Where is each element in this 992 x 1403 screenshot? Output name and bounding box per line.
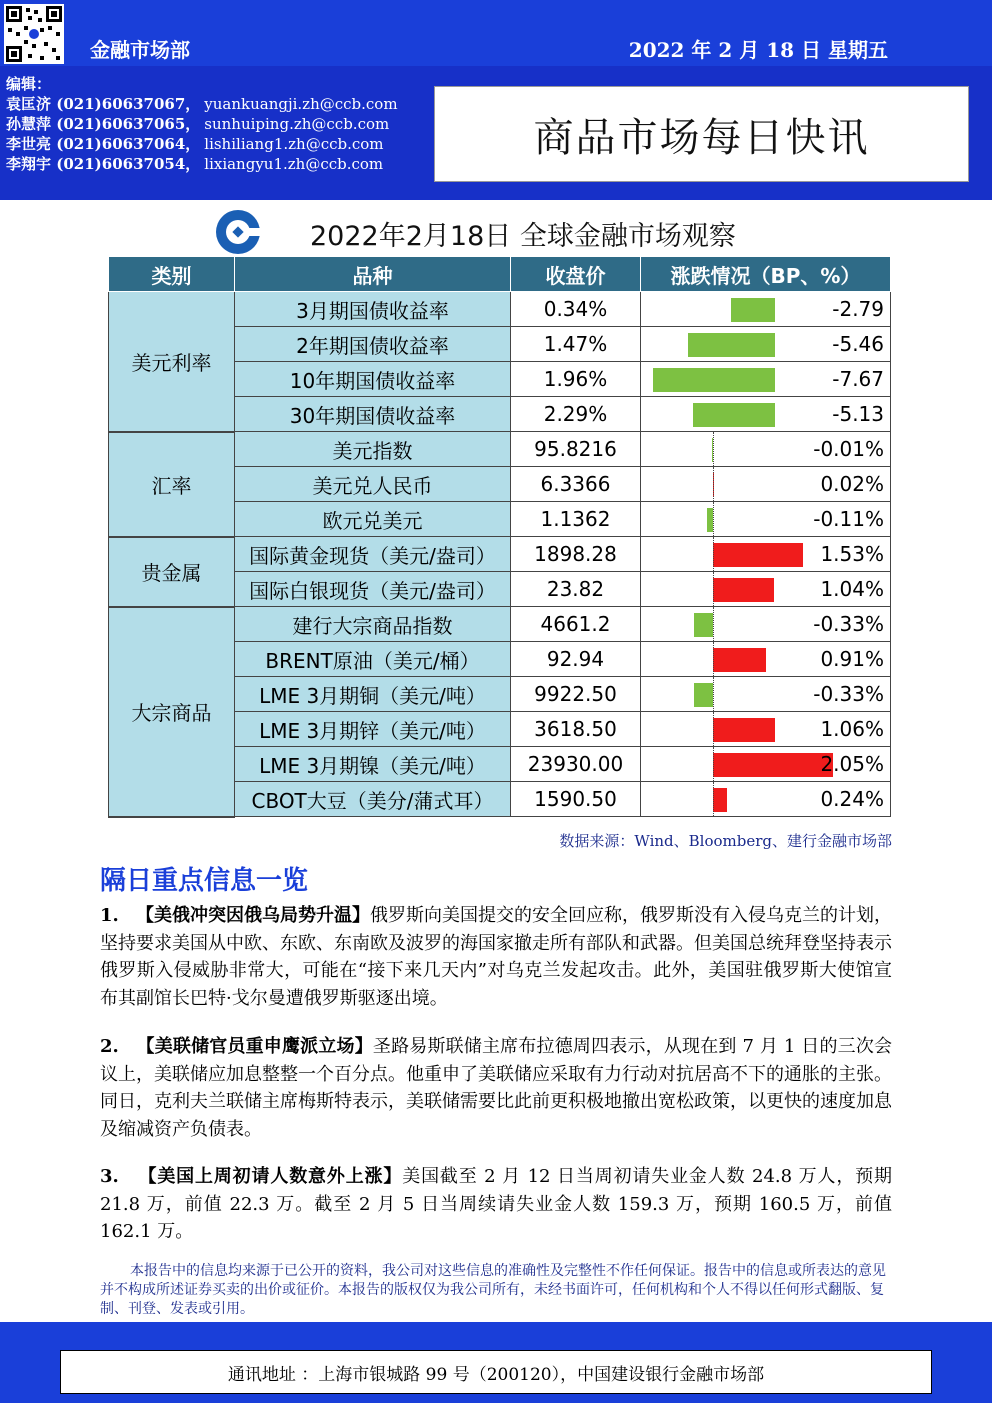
footer-address-box xyxy=(60,1350,932,1394)
item-cell: 30年期国债收益率 xyxy=(235,397,511,432)
change-value: 0.91% xyxy=(820,647,884,671)
positive-change-bar xyxy=(713,543,803,567)
report-title-box xyxy=(434,86,969,182)
table-row xyxy=(109,537,891,572)
item-cell: 10年期国债收益率 xyxy=(235,362,511,397)
change-cell xyxy=(641,502,891,537)
price-cell: 23.82 xyxy=(511,572,641,607)
price-cell: 6.3366 xyxy=(511,467,641,502)
editor-email[interactable]: sunhuiping.zh@ccb.com xyxy=(204,115,390,133)
item-cell: LME 3月期镍（美元/吨） xyxy=(235,747,511,782)
header-change: 涨跌情况（BP、%） xyxy=(641,257,891,292)
editor-row xyxy=(6,154,398,174)
news-item xyxy=(100,1163,892,1246)
item-cell: 国际白银现货（美元/盎司） xyxy=(235,572,511,607)
editors-list xyxy=(6,74,398,174)
zero-axis-line xyxy=(713,537,714,571)
editor-name: 孙慧萍 xyxy=(6,115,52,133)
category-cell: 贵金属 xyxy=(109,537,235,607)
change-cell xyxy=(641,677,891,712)
change-value: 0.02% xyxy=(820,472,884,496)
department-name: 金融市场部 xyxy=(90,38,190,62)
item-cell: 2年期国债收益率 xyxy=(235,327,511,362)
price-cell: 1.47% xyxy=(511,327,641,362)
report-title: 商品市场每日快讯 xyxy=(533,114,870,161)
ccb-logo-icon xyxy=(214,208,262,256)
change-value: -5.13 xyxy=(832,402,884,426)
change-cell xyxy=(641,747,891,782)
editor-name: 袁匡济 xyxy=(6,95,52,113)
change-cell xyxy=(641,712,891,747)
report-date: 2022 年 2 月 18 日 星期五 xyxy=(628,38,888,62)
qr-code xyxy=(4,4,64,64)
news-body: 俄罗斯向美国提交的安全回应称，俄罗斯没有入侵乌克兰的计划，坚持要求美国从中欧、东欧、东南欧及波罗的海国家撤走所有部队和武器。但美国总统拜登坚持表示俄罗斯入侵威胁非常大，可能在“接下来几天内”对乌克兰发起攻击。此外，美国驻俄罗斯大使馆宣布其副馆长巴特·戈尔曼遭俄罗斯驱逐出境。 xyxy=(100,905,893,1009)
price-cell: 1.1362 xyxy=(511,502,641,537)
change-cell xyxy=(641,572,891,607)
item-cell: 美元指数 xyxy=(235,432,511,467)
category-cell: 大宗商品 xyxy=(109,607,235,817)
change-value: -2.79 xyxy=(832,297,884,321)
editor-row xyxy=(6,134,398,154)
table-header-row xyxy=(109,257,891,292)
change-value: 1.53% xyxy=(820,542,884,566)
change-value: -0.33% xyxy=(813,612,884,636)
item-cell: 建行大宗商品指数 xyxy=(235,607,511,642)
positive-change-bar xyxy=(713,648,766,672)
news-heading: 隔日重点信息一览 xyxy=(100,866,309,896)
disclaimer: 本报告中的信息均来源于已公开的资料，我公司对这些信息的准确性及完整性不作任何保证。报告中的信息或所表达的意见并不构成所述证券买卖的出价或征价。本报告的版权仅为我公司所有，未经书面许可，任何机构和个人不得以任何形式翻版、复制、刊登、发表或引用。 xyxy=(100,1263,886,1317)
item-cell: 欧元兑美元 xyxy=(235,502,511,537)
negative-change-bar xyxy=(693,403,775,427)
zero-axis-line xyxy=(713,642,714,676)
header-bar xyxy=(0,0,992,66)
price-cell: 3618.50 xyxy=(511,712,641,747)
price-cell: 95.8216 xyxy=(511,432,641,467)
zero-axis-line xyxy=(713,782,714,816)
change-value: 1.04% xyxy=(820,577,884,601)
news-title: 【美国上周初请人数意外上涨】 xyxy=(138,1166,403,1187)
change-cell xyxy=(641,607,891,642)
change-cell xyxy=(641,292,891,327)
news-number: 3. xyxy=(100,1166,119,1187)
item-cell: 国际黄金现货（美元/盎司） xyxy=(235,537,511,572)
news-item xyxy=(100,1033,892,1143)
zero-axis-line xyxy=(713,502,714,536)
change-cell xyxy=(641,467,891,502)
market-table xyxy=(108,256,891,818)
price-cell: 0.34% xyxy=(511,292,641,327)
change-value: 2.05% xyxy=(820,752,884,776)
footer-address: 通讯地址 ：上海市银城路 99 号（200120），中国建设银行金融市场部 xyxy=(227,1364,765,1385)
negative-change-bar xyxy=(688,333,775,357)
editors-label: 编辑： xyxy=(6,75,52,93)
editor-name: 李世亮 xyxy=(6,135,52,153)
news-number: 1. xyxy=(100,905,119,926)
change-value: 1.06% xyxy=(820,717,884,741)
price-cell: 23930.00 xyxy=(511,747,641,782)
positive-change-bar xyxy=(713,753,833,777)
change-value: -0.33% xyxy=(813,682,884,706)
zero-axis-line xyxy=(713,712,714,746)
zero-axis-line xyxy=(713,432,714,466)
price-cell: 1590.50 xyxy=(511,782,641,817)
change-cell xyxy=(641,432,891,467)
news-title: 【美俄冲突因俄乌局势升温】 xyxy=(135,905,370,926)
price-cell: 2.29% xyxy=(511,397,641,432)
news-title: 【美联储官员重申鹰派立场】 xyxy=(136,1036,373,1057)
news-body: 圣路易斯联储主席布拉德周四表示，从现在到 7 月 1 日的三次会议上，美联储应加息整整一个百分点。他重申了美联储应采取有力行动对抗居高不下的通胀的主张。同日，克利夫兰联储主席梅斯特表示，美联储需要比此前更积极地撤出宽松政策，以更快的速度加息及缩减资产负债表。 xyxy=(100,1036,893,1140)
data-source: 数据来源：Wind、Bloomberg、建行金融市场部 xyxy=(559,832,892,850)
editor-phone: (021)60637064， xyxy=(56,135,201,153)
category-cell: 汇率 xyxy=(109,432,235,537)
zero-axis-line xyxy=(713,747,714,781)
news-body: 美国截至 2 月 12 日当周初请失业金人数 24.8 万人，预期 21.8 万，前值 22.3 万。截至 2 月 5 日当周续请失业金人数 159.3 万，预期 160.5 万，前值 162.1 万。 xyxy=(100,1166,893,1242)
change-value: -7.67 xyxy=(832,367,884,391)
editor-email[interactable]: yuankuangji.zh@ccb.com xyxy=(204,95,398,113)
zero-axis-line xyxy=(713,677,714,711)
change-cell xyxy=(641,782,891,817)
negative-change-bar xyxy=(653,368,775,392)
item-cell: 美元兑人民币 xyxy=(235,467,511,502)
price-cell: 1.96% xyxy=(511,362,641,397)
change-value: -0.01% xyxy=(813,437,884,461)
change-cell xyxy=(641,537,891,572)
item-cell: CBOT大豆（美分/蒲式耳） xyxy=(235,782,511,817)
table-row xyxy=(109,432,891,467)
editor-row xyxy=(6,114,398,134)
change-cell xyxy=(641,642,891,677)
editor-row xyxy=(6,94,398,114)
header-category: 类别 xyxy=(109,257,235,292)
table-body xyxy=(109,292,891,817)
header-price: 收盘价 xyxy=(511,257,641,292)
news-number: 2. xyxy=(100,1036,119,1057)
change-cell xyxy=(641,397,891,432)
change-cell xyxy=(641,327,891,362)
negative-change-bar xyxy=(694,683,713,707)
editor-phone: (021)60637054， xyxy=(56,155,201,173)
item-cell: 3月期国债收益率 xyxy=(235,292,511,327)
item-cell: BRENT原油（美元/桶） xyxy=(235,642,511,677)
zero-axis-line xyxy=(713,467,714,501)
header-item: 品种 xyxy=(235,257,511,292)
change-value: -5.46 xyxy=(832,332,884,356)
item-cell: LME 3月期铜（美元/吨） xyxy=(235,677,511,712)
news-item xyxy=(100,902,892,1012)
table-row xyxy=(109,292,891,327)
positive-change-bar xyxy=(713,578,774,602)
positive-change-bar xyxy=(713,788,727,812)
zero-axis-line xyxy=(713,607,714,641)
editor-phone: (021)60637067， xyxy=(56,95,201,113)
change-cell xyxy=(641,362,891,397)
editor-phone: (021)60637065， xyxy=(56,115,201,133)
price-cell: 1898.28 xyxy=(511,537,641,572)
price-cell: 4661.2 xyxy=(511,607,641,642)
price-cell: 9922.50 xyxy=(511,677,641,712)
item-cell: LME 3月期锌（美元/吨） xyxy=(235,712,511,747)
negative-change-bar xyxy=(694,613,713,637)
positive-change-bar xyxy=(713,718,775,742)
negative-change-bar xyxy=(731,298,775,322)
zero-axis-line xyxy=(713,572,714,606)
editor-email[interactable]: lixiangyu1.zh@ccb.com xyxy=(204,155,384,173)
table-row xyxy=(109,607,891,642)
editor-email[interactable]: lishiliang1.zh@ccb.com xyxy=(204,135,384,153)
table-title: 2022年2月18日 全球金融市场观察 xyxy=(310,221,736,252)
price-cell: 92.94 xyxy=(511,642,641,677)
editor-name: 李翔宇 xyxy=(6,155,52,173)
change-value: 0.24% xyxy=(820,787,884,811)
change-value: -0.11% xyxy=(813,507,884,531)
category-cell: 美元利率 xyxy=(109,292,235,432)
